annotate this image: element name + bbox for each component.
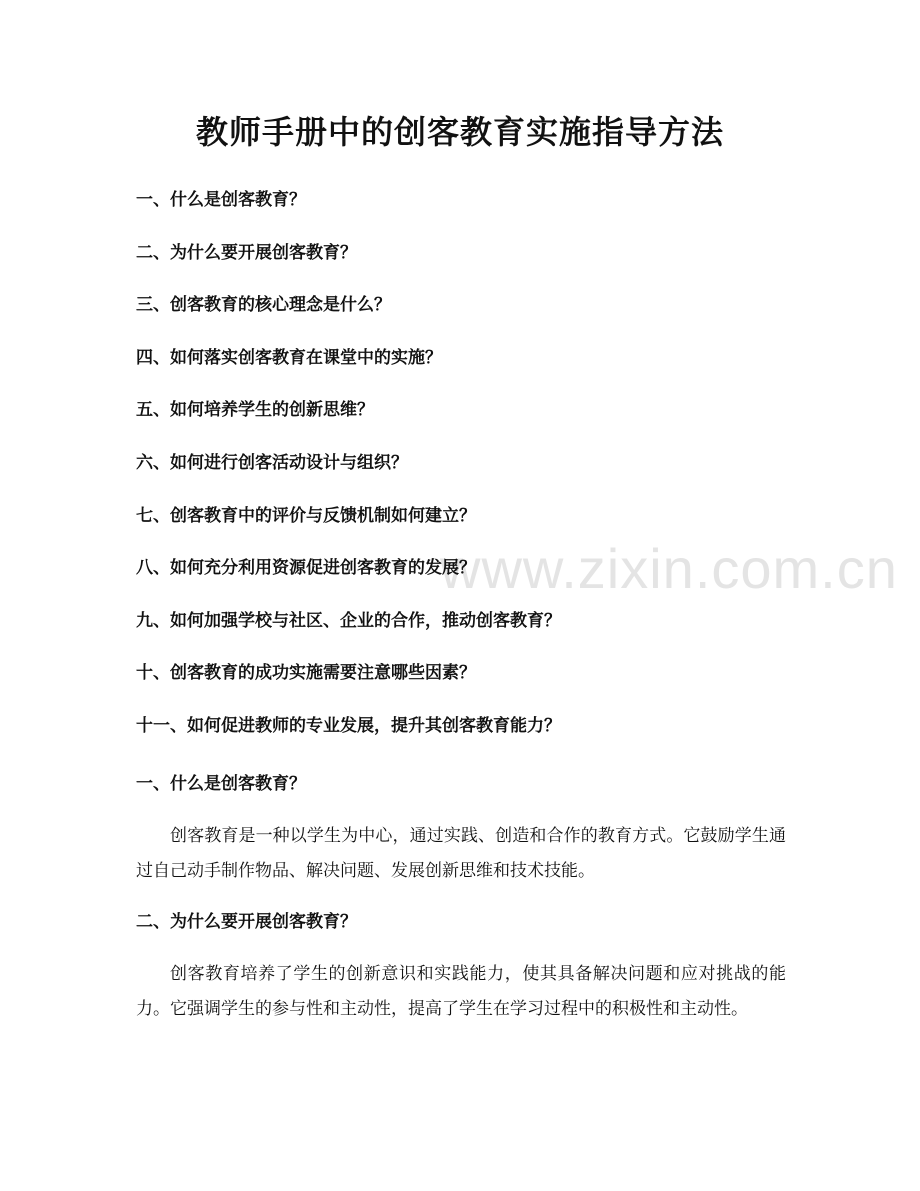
toc-item-7: 七、创客教育中的评价与反馈机制如何建立？ bbox=[136, 505, 476, 526]
document-title: 教师手册中的创客教育实施指导方法 bbox=[195, 113, 724, 151]
watermark: www.zixin.com.cn bbox=[440, 537, 898, 600]
toc-item-3: 三、创客教育的核心理念是什么？ bbox=[136, 295, 391, 316]
table-of-contents bbox=[136, 186, 796, 765]
toc-item-1: 一、什么是创客教育？ bbox=[136, 190, 306, 210]
toc-item-9: 九、如何加强学校与社区、企业的合作，推动创客教育？ bbox=[136, 610, 561, 631]
toc-item-4: 四、如何落实创客教育在课堂中的实施？ bbox=[136, 347, 442, 368]
toc-item-5: 五、如何培养学生的创新思维？ bbox=[136, 400, 374, 421]
section-body-2: 创客教育培养了学生的创新意识和实践能力，使其具备解决问题和应对挑战的能力。它强调学生的参与性和主动性，提高了学生在学习过程中的积极性和主动性。 bbox=[136, 964, 786, 1019]
section-body-1: 创客教育是一种以学生为中心，通过实践、创造和合作的教育方式。它鼓励学生通过自己动手制作物品、解决问题、发展创新思维和技术技能。 bbox=[136, 826, 786, 881]
toc-item-8: 八、如何充分利用资源促进创客教育的发展？ bbox=[136, 558, 476, 579]
section-heading-1: 一、什么是创客教育？ bbox=[136, 774, 306, 794]
section-heading-2: 二、为什么要开展创客教育？ bbox=[136, 912, 357, 932]
toc-item-2: 二、为什么要开展创客教育？ bbox=[136, 242, 357, 263]
toc-item-11: 十一、如何促进教师的专业发展，提升其创客教育能力？ bbox=[136, 715, 561, 736]
toc-item-6: 六、如何进行创客活动设计与组织？ bbox=[136, 452, 408, 473]
toc-item-10: 十、创客教育的成功实施需要注意哪些因素？ bbox=[136, 663, 476, 684]
